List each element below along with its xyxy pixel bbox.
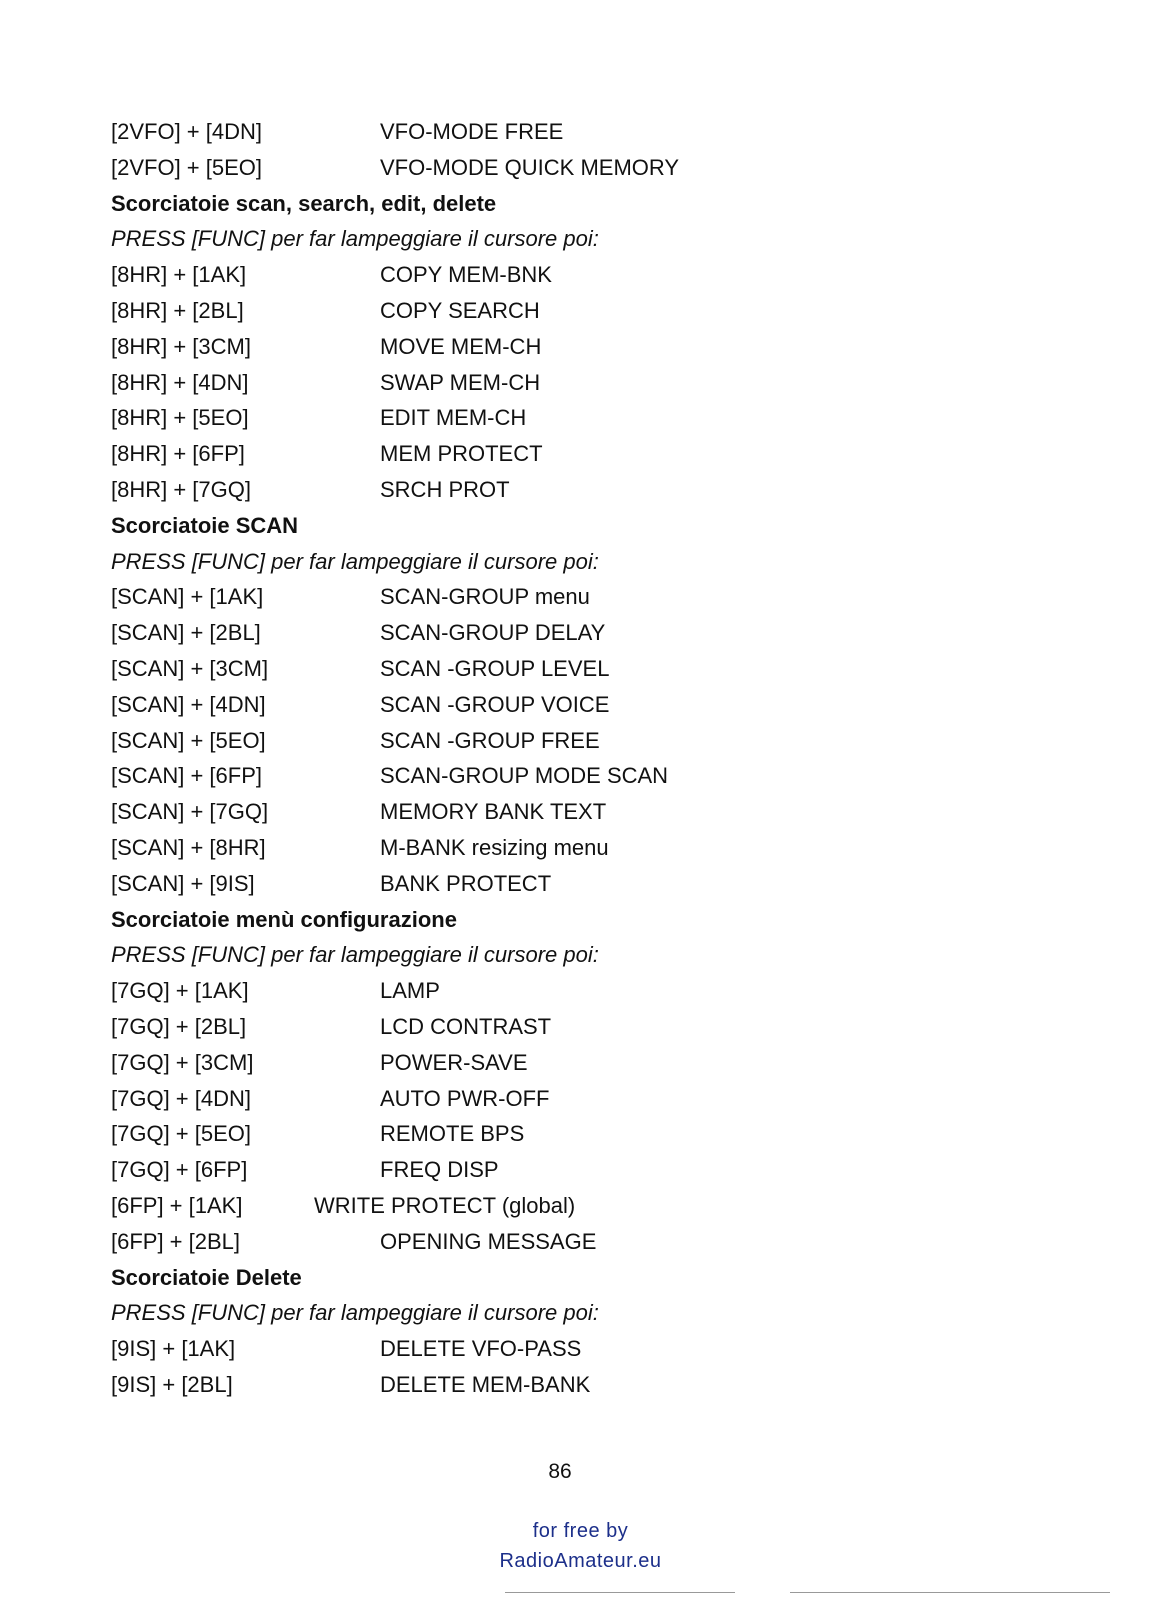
key-combination: [8HR] + [6FP] <box>111 441 245 467</box>
instruction-text: PRESS [FUNC] per far lampeggiare il cursore poi: <box>111 942 599 968</box>
key-combination: [7GQ] + [4DN] <box>111 1085 251 1111</box>
key-combination: [6FP] + [1AK] <box>111 1193 243 1218</box>
key-combination: [7GQ] + [6FP] <box>111 1157 248 1183</box>
section-heading: Scorciatoie menù configurazione <box>111 906 457 932</box>
function-name: COPY SEARCH <box>380 298 540 323</box>
key-combination: [8HR] + [7GQ] <box>111 477 251 502</box>
function-name: LAMP <box>380 978 440 1004</box>
key-combination: [9IS] + [2BL] <box>111 1372 233 1397</box>
function-name: EDIT MEM-CH <box>380 405 527 431</box>
function-name: SCAN -GROUP FREE <box>380 727 600 753</box>
instruction-text: PRESS [FUNC] per far lampeggiare il cursore poi: <box>111 226 599 252</box>
function-name: MEM PROTECT <box>380 441 543 467</box>
function-name: AUTO PWR-OFF <box>380 1085 550 1111</box>
key-combination: [2VFO] + [5EO] <box>111 154 263 180</box>
function-name: VFO-MODE QUICK MEMORY <box>380 154 680 180</box>
section-heading: Scorciatoie Delete <box>111 1264 302 1290</box>
function-name: DELETE MEM-BANK <box>380 1372 591 1397</box>
function-name: REMOTE BPS <box>380 1121 525 1147</box>
key-combination: [SCAN] + [5EO] <box>111 727 266 753</box>
key-combination: [8HR] + [4DN] <box>111 369 249 395</box>
function-name: MEMORY BANK TEXT <box>380 799 607 825</box>
key-combination: [SCAN] + [8HR] <box>111 835 266 860</box>
key-combination: [2VFO] + [4DN] <box>111 119 262 144</box>
function-name: DELETE VFO-PASS <box>380 1336 582 1362</box>
footer-credit: for free by <box>532 1520 629 1542</box>
key-combination: [SCAN] + [3CM] <box>111 656 269 681</box>
scan-artifact-line <box>505 1592 735 1593</box>
key-combination: [9IS] + [1AK] <box>111 1336 236 1362</box>
section-heading: Scorciatoie scan, search, edit, delete <box>111 190 497 216</box>
key-combination: [7GQ] + [3CM] <box>111 1049 254 1075</box>
section-heading: Scorciatoie SCAN <box>111 512 299 538</box>
function-name: M-BANK resizing menu <box>380 835 609 860</box>
function-name: LCD CONTRAST <box>380 1014 552 1039</box>
function-name: SCAN-GROUP MODE SCAN <box>380 763 669 789</box>
function-name: SCAN-GROUP menu <box>380 584 590 610</box>
instruction-text: PRESS [FUNC] per far lampeggiare il cursore poi: <box>111 1300 599 1326</box>
function-name: SCAN-GROUP DELAY <box>380 620 606 646</box>
function-name: COPY MEM-BNK <box>380 262 552 288</box>
page-number: 86 <box>548 1460 572 1483</box>
key-combination: [SCAN] + [1AK] <box>111 584 264 610</box>
key-combination: [SCAN] + [7GQ] <box>111 799 269 825</box>
key-combination: [SCAN] + [9IS] <box>111 870 255 896</box>
key-combination: [8HR] + [1AK] <box>111 262 247 288</box>
key-combination: [7GQ] + [1AK] <box>111 978 249 1004</box>
key-combination: [SCAN] + [6FP] <box>111 763 262 789</box>
key-combination: [SCAN] + [2BL] <box>111 620 261 646</box>
instruction-text: PRESS [FUNC] per far lampeggiare il cursore poi: <box>111 548 599 574</box>
key-combination: [6FP] + [2BL] <box>111 1228 241 1254</box>
key-combination: [7GQ] + [5EO] <box>111 1121 252 1147</box>
function-name: WRITE PROTECT (global) <box>314 1193 576 1218</box>
function-name: SCAN -GROUP VOICE <box>380 691 610 717</box>
key-combination: [SCAN] + [4DN] <box>111 691 266 717</box>
footer-site-link[interactable]: RadioAmateur.eu <box>499 1550 662 1572</box>
function-name: SRCH PROT <box>380 477 510 502</box>
scan-artifact-line <box>790 1592 1110 1593</box>
function-name: OPENING MESSAGE <box>380 1228 597 1254</box>
function-name: BANK PROTECT <box>380 870 552 896</box>
function-name: VFO-MODE FREE <box>380 119 564 144</box>
function-name: FREQ DISP <box>380 1157 499 1183</box>
function-name: SWAP MEM-CH <box>380 369 541 395</box>
key-combination: [8HR] + [3CM] <box>111 333 251 359</box>
key-combination: [7GQ] + [2BL] <box>111 1014 247 1039</box>
key-combination: [8HR] + [2BL] <box>111 298 244 323</box>
function-name: MOVE MEM-CH <box>380 333 542 359</box>
function-name: POWER-SAVE <box>380 1049 528 1075</box>
function-name: SCAN -GROUP LEVEL <box>380 656 610 681</box>
key-combination: [8HR] + [5EO] <box>111 405 249 431</box>
